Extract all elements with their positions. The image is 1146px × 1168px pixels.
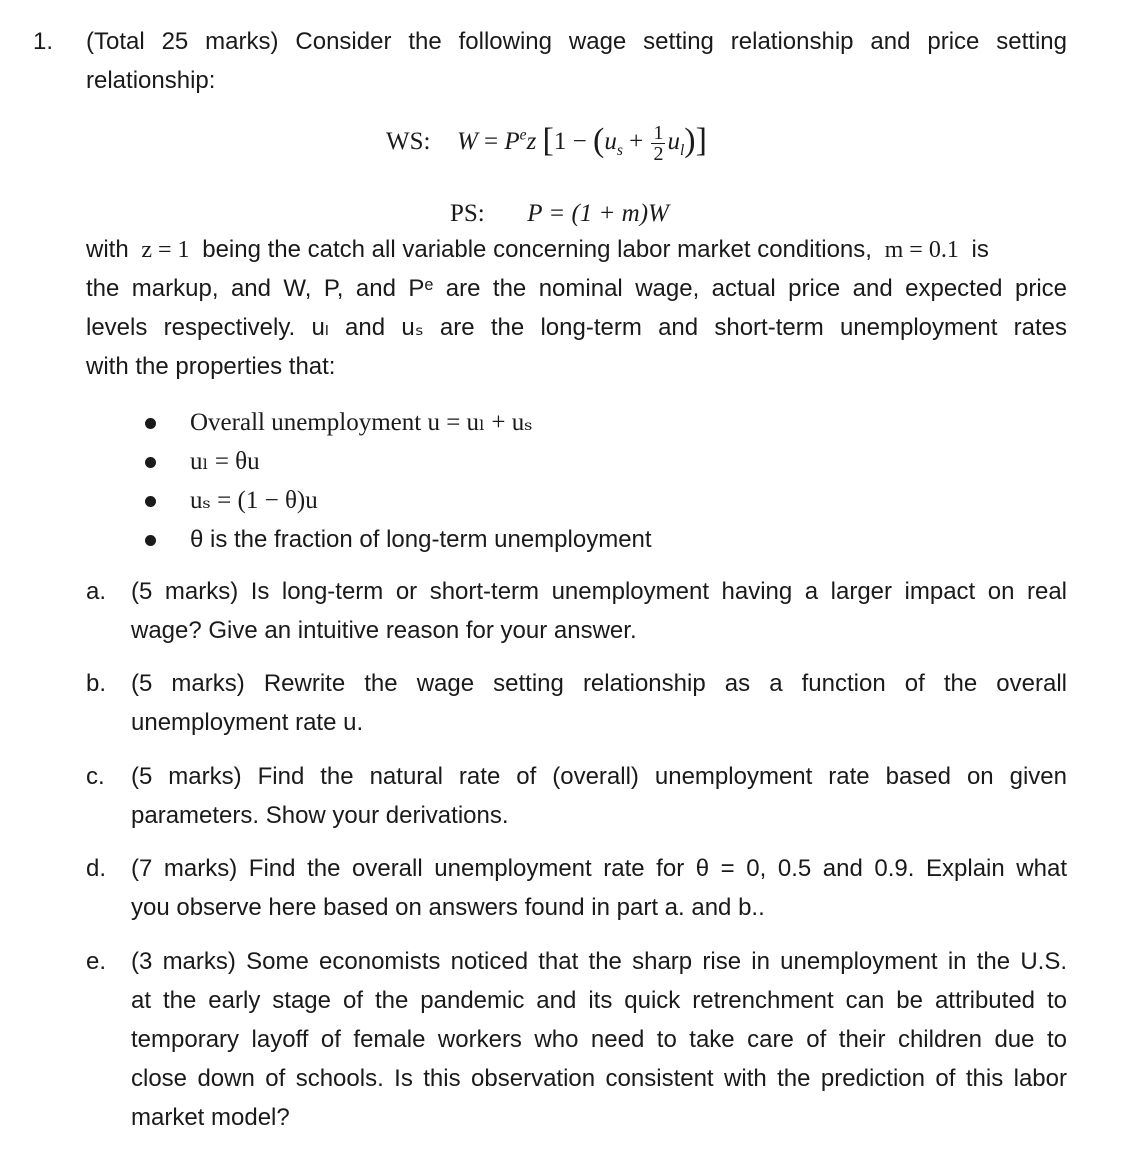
part-b-label: b.	[86, 670, 107, 697]
part-e-label: e.	[86, 948, 107, 975]
bullet-item-3: uₛ = (1 − θ)u	[190, 487, 318, 514]
description-line-4: with the properties that:	[86, 353, 336, 380]
part-e-line-2: at the early stage of the pandemic and its quick retrenchment can be attributed to	[131, 987, 1067, 1014]
desc-with: with	[86, 236, 129, 263]
description-line-1	[86, 236, 1067, 264]
bullet-dot	[145, 496, 156, 507]
part-c-label: c.	[86, 763, 105, 790]
ps-label: PS:	[450, 200, 485, 227]
part-e-line-1: (3 marks) Some economists noticed that the sharp rise in unemployment in the U.S.	[131, 948, 1067, 975]
desc-is: is	[971, 236, 989, 263]
bullet-item-2: uₗ = θu	[190, 448, 260, 475]
bullet-dot	[145, 418, 156, 429]
desc-m-value: m = 0.1	[884, 237, 959, 263]
part-d-label: d.	[86, 855, 107, 882]
description-line-3: levels respectively. uₗ and uₛ are the long-term and short-term unemployment rates	[86, 314, 1067, 341]
part-b-line-2: unemployment rate u.	[131, 709, 364, 736]
question-number: 1.	[33, 28, 54, 55]
part-d-line-2: you observe here based on answers found in part a. and b..	[131, 894, 765, 921]
part-d-line-1: (7 marks) Find the overall unemployment rate for θ = 0, 0.5 and 0.9. Explain what	[131, 855, 1067, 882]
ws-label: WS:	[386, 128, 431, 155]
part-b-line-1: (5 marks) Rewrite the wage setting relationship as a function of the overall	[131, 670, 1067, 697]
part-a-line-2: wage? Give an intuitive reason for your answer.	[131, 617, 637, 644]
bullet-item-4: θ is the fraction of long-term unemployment	[190, 526, 652, 553]
desc-z-value: z = 1	[141, 237, 190, 263]
part-a-line-1: (5 marks) Is long-term or short-term unemployment having a larger impact on real	[131, 578, 1067, 605]
question-intro-line-2: relationship:	[86, 67, 216, 94]
part-e-line-4: close down of schools. Is this observation consistent with the prediction of this labor	[131, 1065, 1067, 1092]
part-a-label: a.	[86, 578, 107, 605]
bullet-dot	[145, 457, 156, 468]
part-e-line-5: market model?	[131, 1104, 290, 1131]
desc-catch-all: being the catch all variable concerning labor market conditions,	[202, 236, 872, 263]
bullet-dot	[145, 535, 156, 546]
part-e-line-3: temporary layoff of female workers who need to take care of their children due to	[131, 1026, 1067, 1053]
ps-equation-row	[450, 200, 669, 228]
description-line-2: the markup, and W, P, and Pᵉ are the nominal wage, actual price and expected price	[86, 275, 1067, 302]
part-c-line-1: (5 marks) Find the natural rate of (overall) unemployment rate based on given	[131, 763, 1067, 790]
ps-equation: P = (1 + m)W	[527, 200, 669, 227]
question-intro-line-1: (Total 25 marks) Consider the following wage setting relationship and price setting	[86, 28, 1067, 55]
part-c-line-2: parameters. Show your derivations.	[131, 802, 509, 829]
ws-equation: WS: $W = P^ez$ [$1 - (u_s$ + $\frac{1}{2}$ $u_l$)]	[386, 121, 707, 165]
bullet-item-1: Overall unemployment u = uₗ + uₛ	[190, 409, 533, 436]
